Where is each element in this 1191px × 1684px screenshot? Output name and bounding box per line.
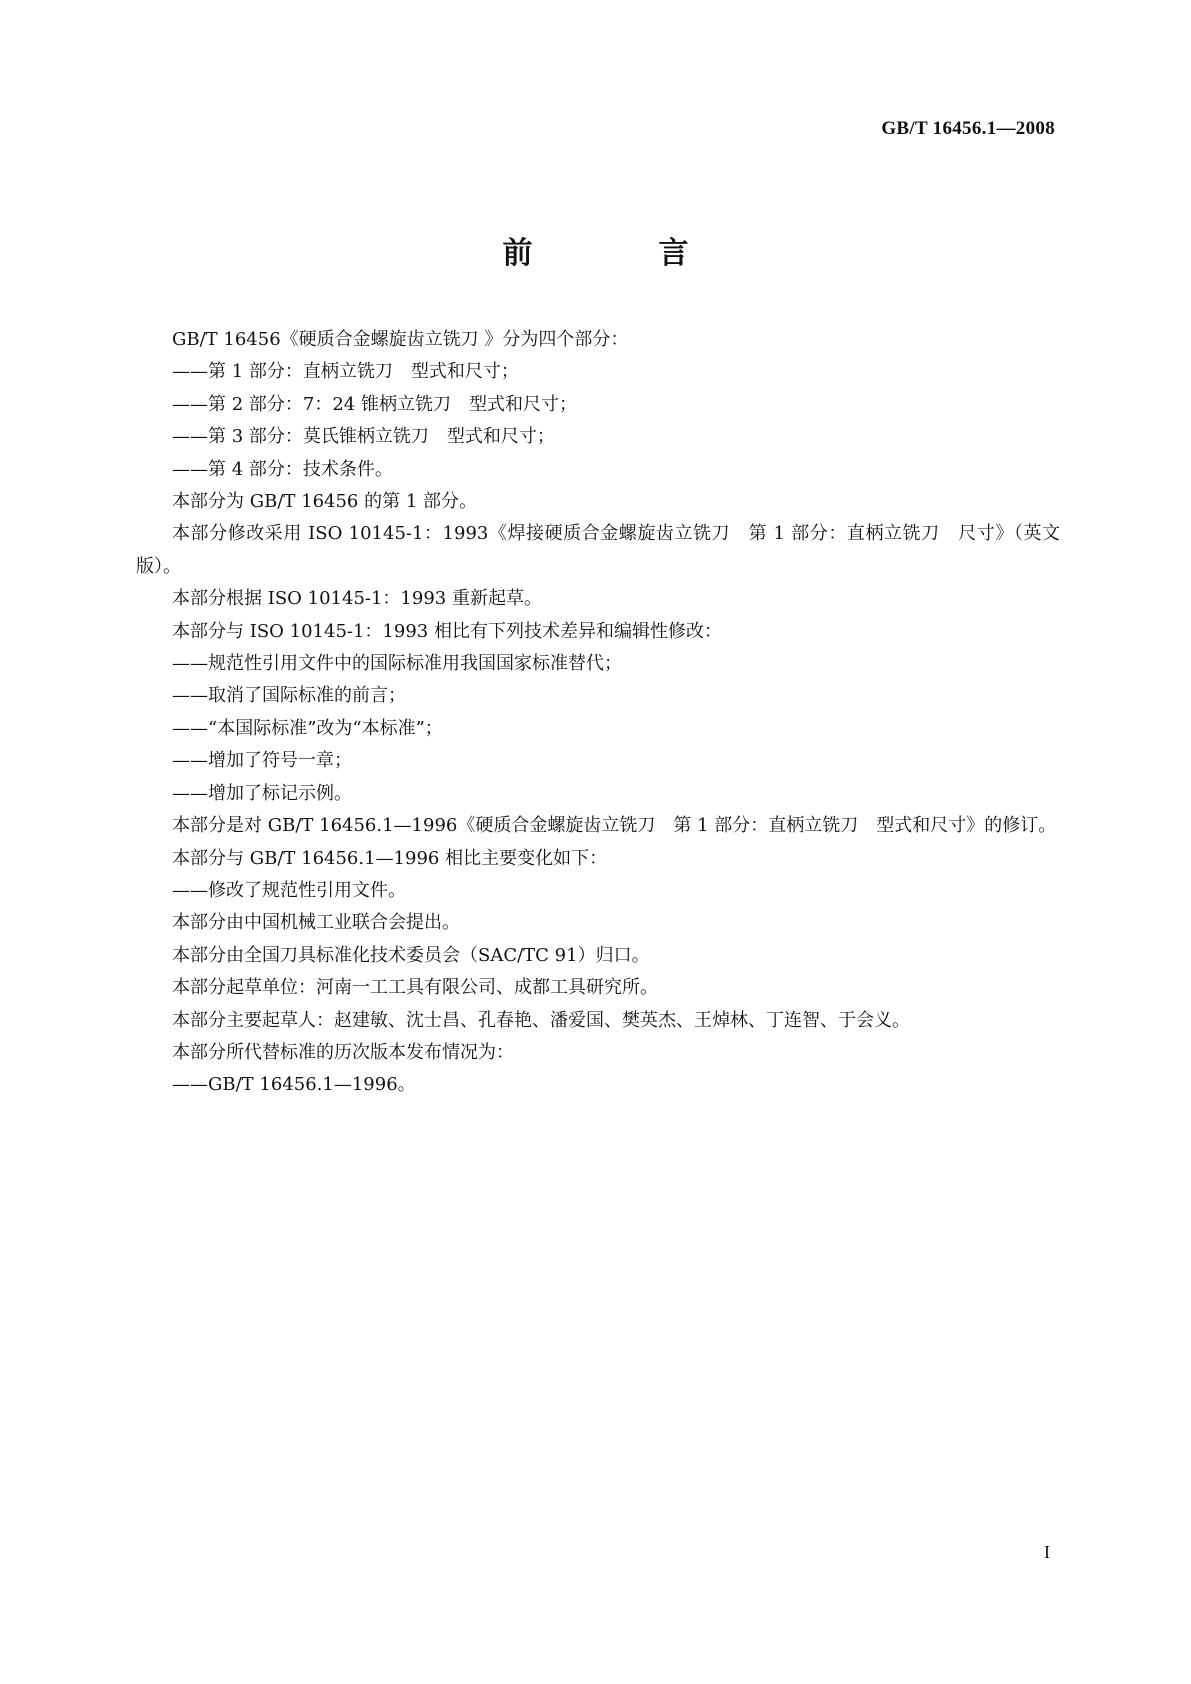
paragraph: ——增加了标记示例。 [172,782,352,804]
paragraph: 本部分与 ISO 10145-1：1993 相比有下列技术差异和编辑性修改： [172,620,722,642]
paragraph: ——第 2 部分：7：24 锥柄立铣刀 型式和尺寸； [172,393,577,415]
paragraph: ——第 4 部分：技术条件。 [172,458,393,480]
paragraph: ——增加了符号一章； [172,750,352,772]
paragraph: ——取消了国际标准的前言； [172,685,406,707]
paragraph: 本部分由中国机械工业联合会提出。 [172,912,460,934]
page-title: 前 言 [502,236,737,271]
paragraph: ——第 3 部分：莫氏锥柄立铣刀 型式和尺寸； [172,426,555,448]
paragraph: 本部分起草单位：河南一工工具有限公司、成都工具研究所。 [172,977,658,999]
paragraph: 本部分根据 ISO 10145-1：1993 重新起草。 [172,588,542,610]
paragraph: ——“本国际标准”改为“本标准”； [172,717,443,739]
foreword-body [136,324,1060,1102]
paragraph: 本部分为 GB/T 16456 的第 1 部分。 [172,491,477,513]
paragraph: 本部分与 GB/T 16456.1—1996 相比主要变化如下： [172,847,608,869]
paragraph: 本部分所代替标准的历次版本发布情况为： [172,1041,514,1063]
standard-code: GB/T 16456.1—2008 [881,118,1055,139]
paragraph: 本部分主要起草人：赵建敏、沈士昌、孔春艳、潘爱国、樊英杰、王焯林、丁连智、于会义。 [172,1009,910,1031]
paragraph: ——GB/T 16456.1—1996。 [172,1074,416,1096]
page-number: I [1044,1542,1050,1562]
paragraph: 本部分修改采用 ISO 10145-1：1993《焊接硬质合金螺旋齿立铣刀 第 1 部分：直柄立铣刀 尺寸》（英文版）。 [136,523,1060,577]
paragraph: 本部分是对 GB/T 16456.1—1996《硬质合金螺旋齿立铣刀 第 1 部分：直柄立铣刀 型式和尺寸》的修订。 [172,815,1057,837]
paragraph: ——规范性引用文件中的国际标准用我国国家标准替代； [172,653,622,675]
paragraph: ——第 1 部分：直柄立铣刀 型式和尺寸； [172,361,519,383]
paragraph: 本部分由全国刀具标准化技术委员会（SAC/TC 91）归口。 [172,944,650,966]
paragraph: ——修改了规范性引用文件。 [172,879,406,901]
paragraph: GB/T 16456《硬质合金螺旋齿立铣刀 》分为四个部分： [172,329,629,350]
